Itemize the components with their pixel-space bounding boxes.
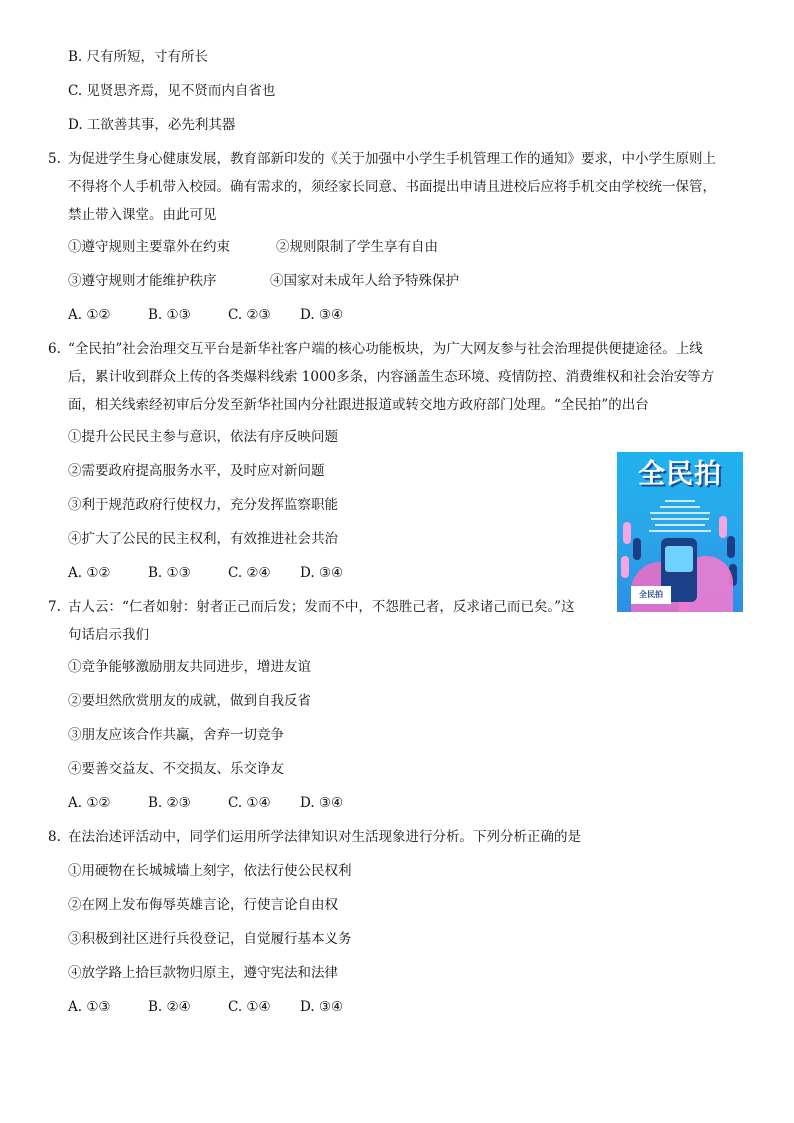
q5-answer-a: A. ①②: [68, 307, 111, 323]
q8-answer-c: C. ①④: [228, 999, 271, 1015]
q8-answer-a: A. ①③: [68, 999, 111, 1015]
q7-answer-c: C. ①④: [228, 795, 271, 811]
q6-statement-2: ②需要政府提高服务水平，及时应对新问题: [68, 463, 325, 479]
q7-answer-a: A. ①②: [68, 795, 111, 811]
q4-option-b: B. 尺有所短，寸有所长: [68, 49, 209, 65]
q5-statement-2: ②规则限制了学生享有自由: [276, 239, 438, 255]
q6-stem-line-2: 后，累计收到群众上传的各类爆料线索 1000多条，内容涵盖生态环境、疫情防控、消费维权和社会治安等方: [68, 369, 715, 385]
q5-statement-4: ④国家对未成年人给予特殊保护: [270, 273, 459, 289]
q8-answer-d: D. ③④: [300, 999, 344, 1015]
poster-text-lines: [647, 496, 713, 542]
q5-statement-1: ①遵守规则主要靠外在约束: [68, 239, 230, 255]
q6-answer-d: D. ③④: [300, 565, 344, 581]
q6-statement-4: ④扩大了公民的民主权利，有效推进社会共治: [68, 531, 338, 547]
q7-answer-d: D. ③④: [300, 795, 344, 811]
q7-statement-1: ①竞争能够激励朋友共同进步，增进友谊: [68, 659, 311, 675]
q5-stem-line-3: 禁止带入课堂。由此可见: [68, 207, 217, 223]
q7-stem-line-1: 古人云：“仁者如射：射者正己而后发；发而不中，不怨胜己者，反求诸己而已矣。”这: [68, 599, 575, 615]
q8-statement-3: ③积极到社区进行兵役登记，自觉履行基本义务: [68, 931, 352, 947]
q5-answer-d: D. ③④: [300, 307, 344, 323]
poster-figure: [623, 522, 631, 544]
q5-answer-b: B. ①③: [148, 307, 191, 323]
poster-figure: [719, 516, 727, 538]
quanminpai-poster-image: [617, 452, 743, 612]
poster-logo: 全民拍: [631, 586, 671, 604]
q5-stem-line-2: 不得将个人手机带入校园。确有需求的，须经家长同意、书面提出申请且进校后应将手机交由学校统一保管，: [68, 179, 716, 195]
poster-figure: [727, 536, 735, 558]
q8-number: 8.: [48, 829, 61, 845]
poster-figure: [621, 556, 629, 578]
q7-statement-4: ④要善交益友、不交损友、乐交诤友: [68, 761, 284, 777]
q6-number: 6.: [48, 341, 61, 357]
q6-stem-line-1: “全民拍”社会治理交互平台是新华社客户端的核心功能板块，为广大网友参与社会治理提供便捷途径。上线: [68, 341, 703, 357]
q7-statement-3: ③朋友应该合作共赢，舍弃一切竞争: [68, 727, 284, 743]
q5-stem-line-1: 为促进学生身心健康发展，教育部新印发的《关于加强中小学生手机管理工作的通知》要求，中小学生原则上: [68, 151, 716, 167]
q7-answer-b: B. ②③: [148, 795, 191, 811]
q8-statement-4: ④放学路上拾巨款物归原主，遵守宪法和法律: [68, 965, 338, 981]
q6-answer-a: A. ①②: [68, 565, 111, 581]
q5-answer-c: C. ②③: [228, 307, 271, 323]
poster-title: 全民拍: [638, 459, 722, 490]
poster-figure: [633, 538, 641, 560]
q4-option-d: D. 工欲善其事，必先利其器: [68, 117, 236, 133]
q5-statement-3: ③遵守规则才能维护秩序: [68, 273, 217, 289]
q6-answer-c: C. ②④: [228, 565, 271, 581]
q5-number: 5.: [48, 151, 61, 167]
q6-stem-line-3: 面，相关线索经初审后分发至新华社国内分社跟进报道或转交地方政府部门处理。“全民拍”的出台: [68, 397, 649, 413]
q7-number: 7.: [48, 599, 61, 615]
q8-statement-2: ②在网上发布侮辱英雄言论，行使言论自由权: [68, 897, 338, 913]
q8-statement-1: ①用硬物在长城城墙上刻字，依法行使公民权利: [68, 863, 352, 879]
q7-stem-line-2: 句话启示我们: [68, 627, 149, 643]
q6-statement-3: ③利于规范政府行使权力，充分发挥监察职能: [68, 497, 338, 513]
q6-answer-b: B. ①③: [148, 565, 191, 581]
q8-answer-b: B. ②④: [148, 999, 191, 1015]
q7-statement-2: ②要坦然欣赏朋友的成就，做到自我反省: [68, 693, 311, 709]
q6-statement-1: ①提升公民民主参与意识，依法有序反映问题: [68, 429, 338, 445]
q4-option-c: C. 见贤思齐焉，见不贤而内自省也: [68, 83, 276, 99]
q8-stem-line-1: 在法治述评活动中，同学们运用所学法律知识对生活现象进行分析。下列分析正确的是: [68, 829, 581, 845]
